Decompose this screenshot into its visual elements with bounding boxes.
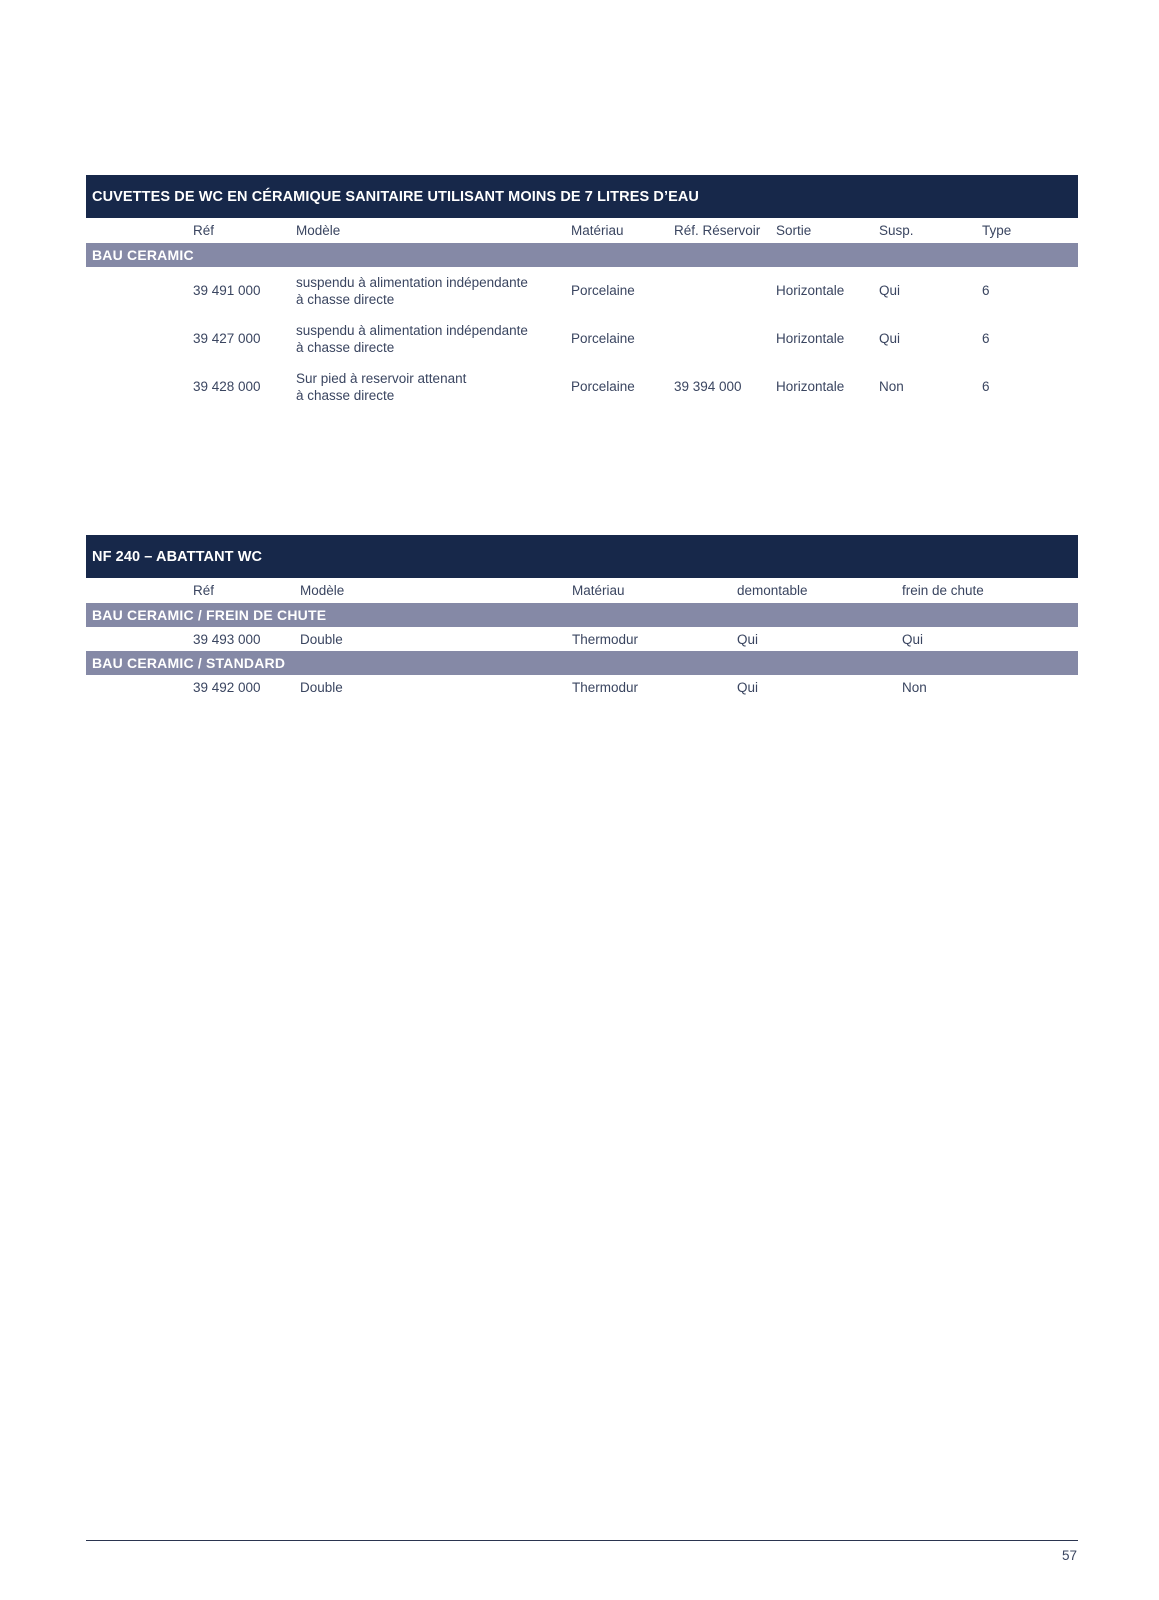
table-row <box>86 627 1078 651</box>
table-row <box>86 675 1078 699</box>
header-modele: Modèle <box>296 223 341 238</box>
header-susp: Susp. <box>879 223 914 238</box>
header-ref-reservoir: Réf. Réservoir <box>674 223 761 238</box>
cell-modele-line2: à chasse directe <box>296 340 395 355</box>
cell-ref: 39 427 000 <box>193 331 261 346</box>
cell-sortie: Horizontale <box>776 331 845 346</box>
cell-type: 6 <box>982 379 990 394</box>
header-ref: Réf <box>193 223 215 238</box>
cell-ref: 39 491 000 <box>193 283 261 298</box>
footer-divider <box>86 1540 1078 1541</box>
cell-susp: Non <box>879 379 904 394</box>
cell-sortie: Horizontale <box>776 379 845 394</box>
table-header-row <box>86 218 1078 243</box>
cell-modele-line1: suspendu à alimentation indépendante <box>296 323 528 338</box>
page-number: 57 <box>1061 1548 1077 1563</box>
cell-type: 6 <box>982 283 990 298</box>
cell-frein-de-chute: Qui <box>902 632 924 647</box>
cell-materiau: Thermodur <box>572 632 639 647</box>
header-frein-de-chute: frein de chute <box>902 583 984 598</box>
cell-susp: Qui <box>879 331 901 346</box>
header-materiau: Matériau <box>571 223 624 238</box>
header-demontable: demontable <box>737 583 808 598</box>
table-title: CUVETTES DE WC EN CÉRAMIQUE SANITAIRE UTILISANT MOINS DE 7 LITRES D’EAU <box>86 175 1078 218</box>
cell-modele: Double <box>300 632 343 647</box>
cell-materiau: Porcelaine <box>571 379 635 394</box>
header-type: Type <box>982 223 1012 238</box>
cell-demontable: Qui <box>737 680 759 695</box>
cell-modele-line1: suspendu à alimentation indépendante <box>296 275 528 290</box>
group-header: BAU CERAMIC <box>86 243 1078 267</box>
cell-demontable: Qui <box>737 632 759 647</box>
wc-seat-table <box>86 535 1078 699</box>
table-header-row <box>86 578 1078 603</box>
cell-susp: Qui <box>879 283 901 298</box>
table-row <box>86 363 1078 411</box>
table-row <box>86 315 1078 363</box>
cell-sortie: Horizontale <box>776 283 845 298</box>
cell-ref: 39 492 000 <box>193 680 261 695</box>
header-ref: Réf <box>193 583 215 598</box>
group-header: BAU CERAMIC / STANDARD <box>86 651 1078 675</box>
wc-bowls-table <box>86 175 1078 411</box>
cell-modele-line2: à chasse directe <box>296 388 395 403</box>
cell-ref-reservoir: 39 394 000 <box>674 379 742 394</box>
cell-materiau: Porcelaine <box>571 283 635 298</box>
cell-materiau: Porcelaine <box>571 331 635 346</box>
cell-ref: 39 428 000 <box>193 379 261 394</box>
cell-materiau: Thermodur <box>572 680 639 695</box>
cell-frein-de-chute: Non <box>902 680 927 695</box>
header-sortie: Sortie <box>776 223 812 238</box>
cell-modele-line2: à chasse directe <box>296 292 395 307</box>
cell-ref: 39 493 000 <box>193 632 261 647</box>
group-header: BAU CERAMIC / FREIN DE CHUTE <box>86 603 1078 627</box>
header-modele: Modèle <box>300 583 345 598</box>
cell-modele-line1: Sur pied à reservoir attenant <box>296 371 467 386</box>
header-materiau: Matériau <box>572 583 625 598</box>
table-row <box>86 267 1078 315</box>
table-title: NF 240 – ABATTANT WC <box>86 535 1078 578</box>
cell-modele: Double <box>300 680 343 695</box>
cell-type: 6 <box>982 331 990 346</box>
